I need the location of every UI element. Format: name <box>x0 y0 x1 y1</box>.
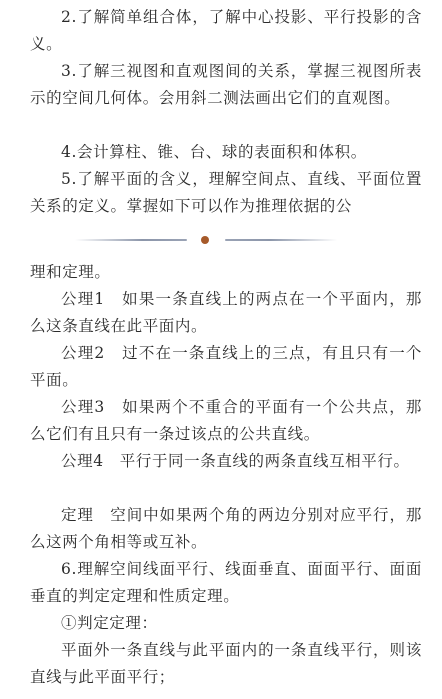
page-divider <box>75 233 337 247</box>
paragraph-objective-3: 3.了解三视图和直观图间的关系，掌握三视图所表示的空间几何体。会用斜二测法画出它们的直观图。 <box>30 62 422 107</box>
paragraph-axiom-2: 公理2 过不在一条直线上的三点，有且只有一个平面。 <box>30 344 422 389</box>
paragraph-criterion-heading: ①判定定理： <box>61 614 158 632</box>
paragraph-objective-4: 4.会计算柱、锥、台、球的表面积和体积。 <box>61 143 367 161</box>
paragraph-objective-5: 5.了解平面的含义，理解空间点、直线、平面位置关系的定义。掌握如下可以作为推理依据的公 <box>30 170 422 215</box>
paragraph-axiom-4: 公理4 平行于同一条直线的两条直线互相平行。 <box>61 452 410 470</box>
paragraph-axiom-1: 公理1 如果一条直线上的两点在一个平面内，那么这条直线在此平面内。 <box>30 290 422 335</box>
paragraph-axiom-3: 公理3 如果两个不重合的平面有一个公共点，那么它们有且只有一条过该点的公共直线。 <box>30 398 422 443</box>
paragraph-objective-6: 6.理解空间线面平行、线面垂直、面面平行、面面垂直的判定定理和性质定理。 <box>30 560 422 605</box>
paragraph-criterion-1: 平面外一条直线与此平面内的一条直线平行，则该直线与此平面平行； <box>30 641 422 686</box>
divider-dot-icon <box>201 236 209 244</box>
divider-line-left <box>75 239 187 241</box>
paragraph-continuation: 理和定理。 <box>30 263 111 281</box>
divider-line-right <box>225 239 337 241</box>
paragraph-objective-2: 2.了解简单组合体，了解中心投影、平行投影的含义。 <box>30 8 422 53</box>
paragraph-theorem: 定理 空间中如果两个角的两边分别对应平行，那么这两个角相等或互补。 <box>30 506 422 551</box>
